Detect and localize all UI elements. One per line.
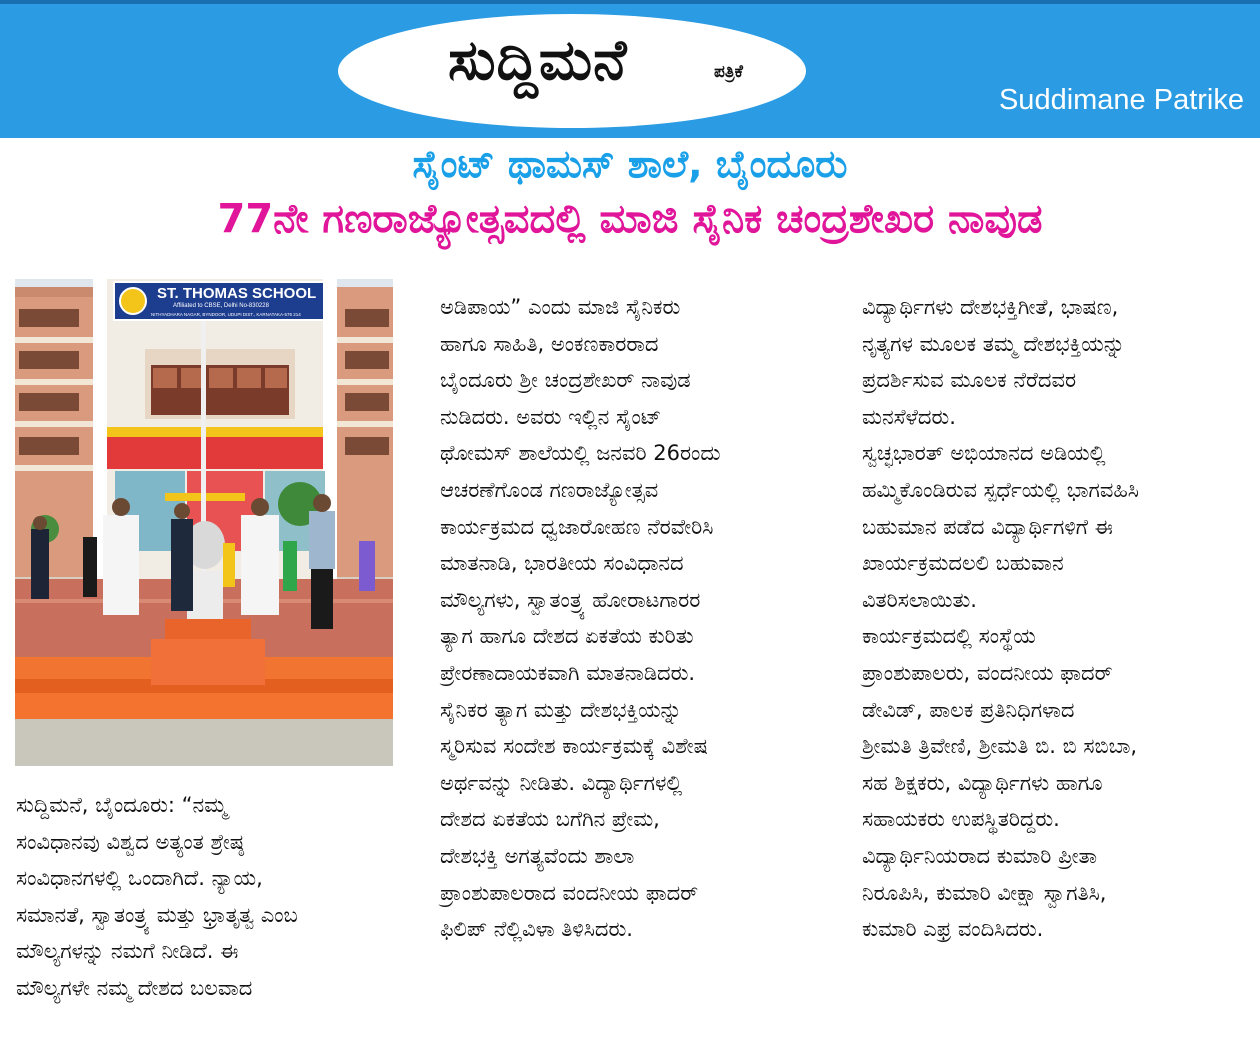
article-line: ಸಹಾಯಕರು ಉಪಸ್ಥಿತರಿದ್ದರು.: [862, 807, 1060, 832]
brand-name-english: Suddimane Patrike: [998, 84, 1244, 116]
article-line: ಸ್ವಚ್ಛಭಾರತ್ ಅಭಿಯಾನದ ಅಡಿಯಲ್ಲಿ: [862, 441, 1106, 466]
logo-suffix: ಪತ್ರಿಕೆ: [714, 62, 743, 82]
article-line: ಸ್ಮರಿಸುವ ಸಂದೇಶ ಕಾರ್ಯಕ್ರಮಕ್ಕೆ ವಿಶೇಷ: [440, 734, 708, 759]
masthead: [0, 0, 1260, 138]
article-line: ಸಂವಿಧಾನಗಳಲ್ಲಿ ಒಂದಾಗಿದೆ. ನ್ಯಾಯ,: [16, 866, 263, 891]
article-line: ಪ್ರದರ್ಶಿಸುವ ಮೂಲಕ ನೆರೆದವರ: [862, 368, 1077, 393]
article-line: ಹಮ್ಮಿಕೊಂಡಿರುವ ಸ್ಪರ್ಧೆಯಲ್ಲಿ ಭಾಗವಹಿಸಿ: [862, 477, 1139, 502]
article-line: ದೇಶಭಕ್ತಿ ಅಗತ್ಯವೆಂದು ಶಾಲಾ: [440, 843, 635, 868]
article-line: ದೇಶದ ಏಕತೆಯ ಬಗೆಗಿನ ಪ್ರೇಮ,: [440, 807, 660, 832]
article-line: ಬೈಂದೂರು ಶ್ರೀ ಚಂದ್ರಶೇಖರ್ ನಾವುಡ: [440, 368, 691, 393]
article-line: ಅರ್ಥವನ್ನು ನೀಡಿತು. ವಿದ್ಯಾರ್ಥಿಗಳಲ್ಲಿ: [440, 770, 683, 795]
article-line: ವಿದ್ಯಾರ್ಥಿನಿಯರಾದ ಕುಮಾರಿ ಪ್ರೀತಾ: [862, 843, 1098, 868]
article-line: ಸೈನಿಕರ ತ್ಯಾಗ ಮತ್ತು ದೇಶಭಕ್ತಿಯನ್ನು: [440, 697, 682, 722]
event-photo: [15, 279, 393, 766]
article-column-2: [440, 289, 820, 948]
article-line: ಸಂವಿಧಾನವು ವಿಶ್ವದ ಅತ್ಯಂತ ಶ್ರೇಷ್ಠ: [16, 829, 245, 854]
article-line: ಬಹುಮಾನ ಪಡೆದ ವಿದ್ಯಾರ್ಥಿಗಳಿಗೆ ಈ: [862, 514, 1113, 539]
article-line: ಮೌಲ್ಯಗಳನ್ನು ನಮಗೆ ನೀಡಿದೆ. ಈ: [16, 939, 239, 964]
article-line: ತ್ಯಾಗ ಹಾಗೂ ದೇಶದ ಏಕತೆಯ ಕುರಿತು: [440, 624, 694, 649]
article-line: ಸಹ ಶಿಕ್ಷಕರು, ವಿದ್ಯಾರ್ಥಿಗಳು ಹಾಗೂ: [862, 770, 1103, 795]
article-line: ಕಾರ್ಯಕ್ರಮದಲ್ಲಿ ಸಂಸ್ಥೆಯ: [862, 624, 1036, 649]
headline-line-2: 77ನೇ ಗಣರಾಜ್ಯೋತ್ಸವದಲ್ಲಿ ಮಾಜಿ ಸೈನಿಕ ಚಂದ್ರಶೇಖರ ನಾವುಡ: [217, 196, 1043, 242]
article-line: ನೃತ್ಯಗಳ ಮೂಲಕ ತಮ್ಮ ದೇಶಭಕ್ತಿಯನ್ನು: [862, 331, 1125, 356]
article-line: ಮೌಲ್ಯಗಳು, ಸ್ವಾತಂತ್ರ್ಯ ಹೋರಾಟಗಾರರ: [440, 587, 701, 612]
article-line: ಪ್ರೇರಣಾದಾಯಕವಾಗಿ ಮಾತನಾಡಿದರು.: [440, 660, 696, 685]
article-line: ಕಾರ್ಯಕ್ರಮದ ಧ್ವಜಾರೋಹಣ ನೆರವೇರಿಸಿ: [440, 514, 714, 539]
article-line: ನಿರೂಪಿಸಿ, ಕುಮಾರಿ ವೀಕ್ಷಾ ಸ್ವಾಗತಿಸಿ,: [862, 880, 1107, 905]
article-line: ಡೇವಿಡ್, ಪಾಲಕ ಪ್ರತಿನಿಧಿಗಳಾದ: [862, 697, 1075, 722]
article-line: ಸಮಾನತೆ, ಸ್ವಾತಂತ್ರ್ಯ ಮತ್ತು ಭ್ರಾತೃತ್ವ ಎಂಬ: [16, 902, 298, 927]
article-line: ಮಾತನಾಡಿ, ಭಾರತೀಯ ಸಂವಿಧಾನದ: [440, 551, 684, 576]
article-line: ಮೌಲ್ಯಗಳೇ ನಮ್ಮ ದೇಶದ ಬಲವಾದ: [16, 975, 253, 1000]
article-line: ಕುಮಾರಿ ಎಫ್ರ ವಂದಿಸಿದರು.: [862, 917, 1044, 942]
article-line: ವಿದ್ಯಾರ್ಥಿಗಳು ದೇಶಭಕ್ತಿಗೀತೆ, ಭಾಷಣ,: [862, 295, 1119, 319]
article-line: ಪ್ರಾಂಶುಪಾಲರಾದ ವಂದನೀಯ ಫಾದರ್: [440, 880, 699, 905]
school-sign: [113, 281, 325, 321]
article-line: ಶ್ರೀಮತಿ ತ್ರಿವೇಣಿ, ಶ್ರೀಮತಿ ಬಿ. ಬಿ ಸಬಿಬಾ,: [862, 734, 1138, 759]
school-sign-address: NITHYADHARA NAGAR, BYNDOOR, UDUPI DIST., KARNATAKA-576 214: [151, 312, 301, 317]
article-line: ಸುದ್ದಿಮನೆ, ಬೈಂದೂರು: “ನಮ್ಮ: [16, 793, 228, 817]
article-column-3: [862, 289, 1247, 948]
article-line: ಆಚರಣೆಗೊಂಡ ಗಣರಾಜ್ಯೋತ್ಸವ: [440, 477, 659, 502]
article-line: ಮನಸೆಳೆದರು.: [862, 404, 956, 429]
masthead-top-rule: [0, 0, 1260, 4]
article-line: ನುಡಿದರು. ಅವರು ಇಲ್ಲಿನ ಸೈಂಟ್: [440, 404, 662, 429]
newspaper-logo: ಸುದ್ದಿಮನೆ: [448, 28, 628, 93]
article-line: ಹಾಗೂ ಸಾಹಿತಿ, ಅಂಕಣಕಾರರಾದ: [440, 331, 659, 356]
article-line: ಪ್ರಾಂಶುಪಾಲರು, ವಂದನೀಯ ಫಾದರ್: [862, 660, 1113, 685]
article-column-1: [16, 787, 396, 1007]
article-line: ಅಡಿಪಾಯ” ಎಂದು ಮಾಜಿ ಸೈನಿಕರು: [440, 295, 681, 319]
article-line: ವಿತರಿಸಲಾಯಿತು.: [862, 587, 977, 612]
article-line: ಖಾರ್ಯಕ್ರಮದಲಲಿ ಬಹುವಾನ: [862, 551, 1064, 576]
school-emblem-icon: [119, 287, 147, 315]
headline-line-1: ಸೈಂಟ್ ಥಾಮಸ್ ಶಾಲೆ, ಬೈಂದೂರು: [412, 142, 848, 186]
article-line: ಫಿಲಿಪ್ ನೆಲ್ಲಿವಿಳಾ ತಿಳಿಸಿದರು.: [440, 917, 633, 942]
article-line: ಥೋಮಸ್ ಶಾಲೆಯಲ್ಲಿ ಜನವರಿ 26ರಂದು: [440, 441, 721, 466]
school-sign-title: ST. THOMAS SCHOOL: [157, 285, 317, 302]
school-sign-affiliation: Affiliated to CBSE, Delhi No-830228: [173, 303, 269, 309]
